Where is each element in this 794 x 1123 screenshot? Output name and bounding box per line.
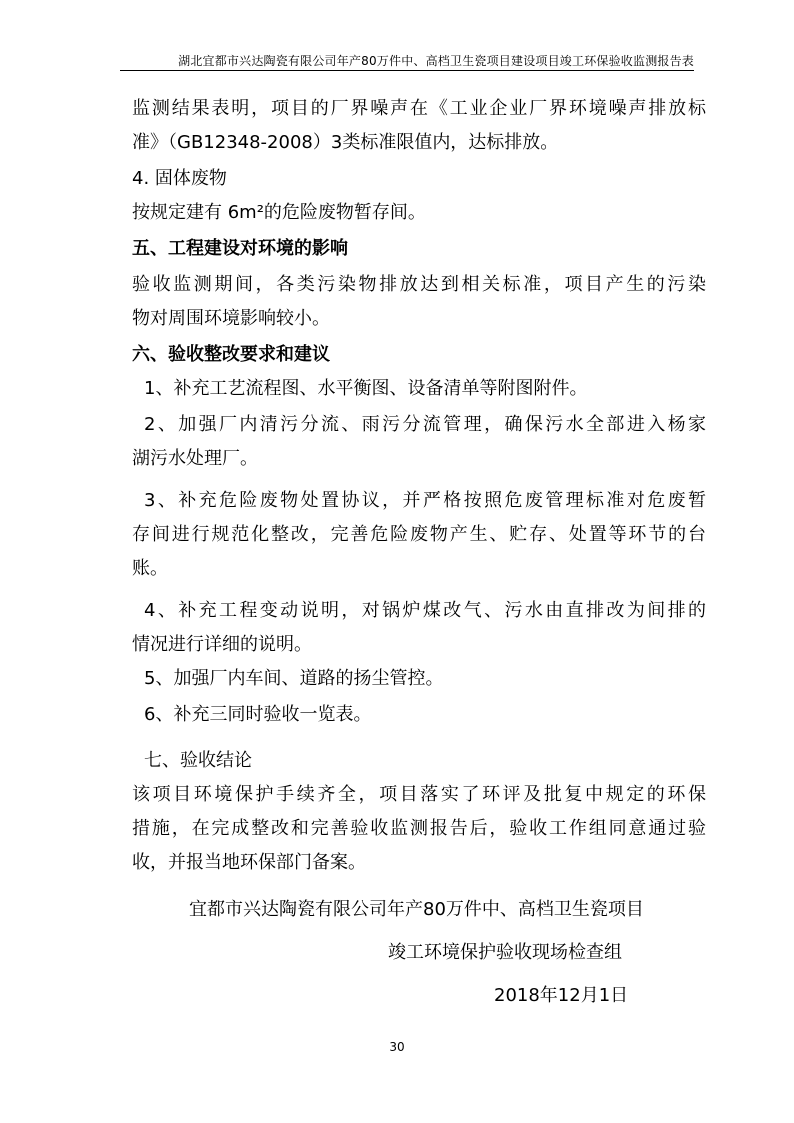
signature-group: 竣工环境保护验收现场检查组 bbox=[388, 942, 622, 963]
item-2-line-2: 湖污水处理厂。 bbox=[132, 448, 258, 469]
item-4-line-2: 情况进行详细的说明。 bbox=[132, 634, 312, 655]
item-4-line-1: 4、补充工程变动说明，对锅炉煤改气、污水由直排改为间排的 bbox=[144, 600, 706, 621]
section-7-line-1: 该项目环境保护手续齐全，项目落实了环评及批复中规定的环保 bbox=[132, 784, 706, 805]
signature-date: 2018年12月1日 bbox=[494, 985, 629, 1006]
item-6: 6、补充三同时验收一览表。 bbox=[144, 704, 372, 725]
running-header: 湖北宜都市兴达陶瓷有限公司年产80万件中、高档卫生瓷项目建设项目竣工环保验收监测报告表 bbox=[178, 54, 694, 68]
solid-waste-heading: 4. 固体废物 bbox=[132, 168, 227, 189]
noise-result-line-2: 准》（GB12348-2008）3类标准限值内，达标排放。 bbox=[132, 132, 559, 153]
solid-waste-text: 按规定建有 6m²的危险废物暂存间。 bbox=[132, 202, 426, 223]
item-2-line-1: 2、加强厂内清污分流、雨污分流管理，确保污水全部进入杨家 bbox=[144, 414, 706, 435]
section-7-line-2: 措施，在完成整改和完善验收监测报告后，验收工作组同意通过验 bbox=[132, 818, 706, 839]
section-5-line-2: 物对周围环境影响较小。 bbox=[132, 308, 330, 329]
section-5-line-1: 验收监测期间，各类污染物排放达到相关标准，项目产生的污染 bbox=[132, 274, 706, 295]
item-3-line-3: 账。 bbox=[132, 558, 168, 579]
section-5-heading: 五、工程建设对环境的影响 bbox=[132, 238, 348, 259]
section-6-heading: 六、验收整改要求和建议 bbox=[132, 344, 330, 365]
item-3-line-2: 存间进行规范化整改，完善危险废物产生、贮存、处置等环节的台 bbox=[132, 524, 706, 545]
noise-result-line-1: 监测结果表明，项目的厂界噪声在《工业企业厂界环境噪声排放标 bbox=[132, 98, 706, 119]
item-1: 1、补充工艺流程图、水平衡图、设备清单等附图附件。 bbox=[144, 378, 588, 399]
signature-organization: 宜都市兴达陶瓷有限公司年产80万件中、高档卫生瓷项目 bbox=[189, 899, 644, 920]
section-7-line-3: 收，并报当地环保部门备案。 bbox=[132, 852, 366, 873]
page-number: 30 bbox=[389, 1040, 405, 1054]
header-rule bbox=[120, 70, 694, 71]
section-7-heading: 七、验收结论 bbox=[144, 750, 252, 771]
item-5: 5、加强厂内车间、道路的扬尘管控。 bbox=[144, 668, 444, 689]
document-body bbox=[132, 92, 706, 880]
item-3-line-1: 3、补充危险废物处置协议，并严格按照危废管理标准对危废暂 bbox=[144, 490, 706, 511]
